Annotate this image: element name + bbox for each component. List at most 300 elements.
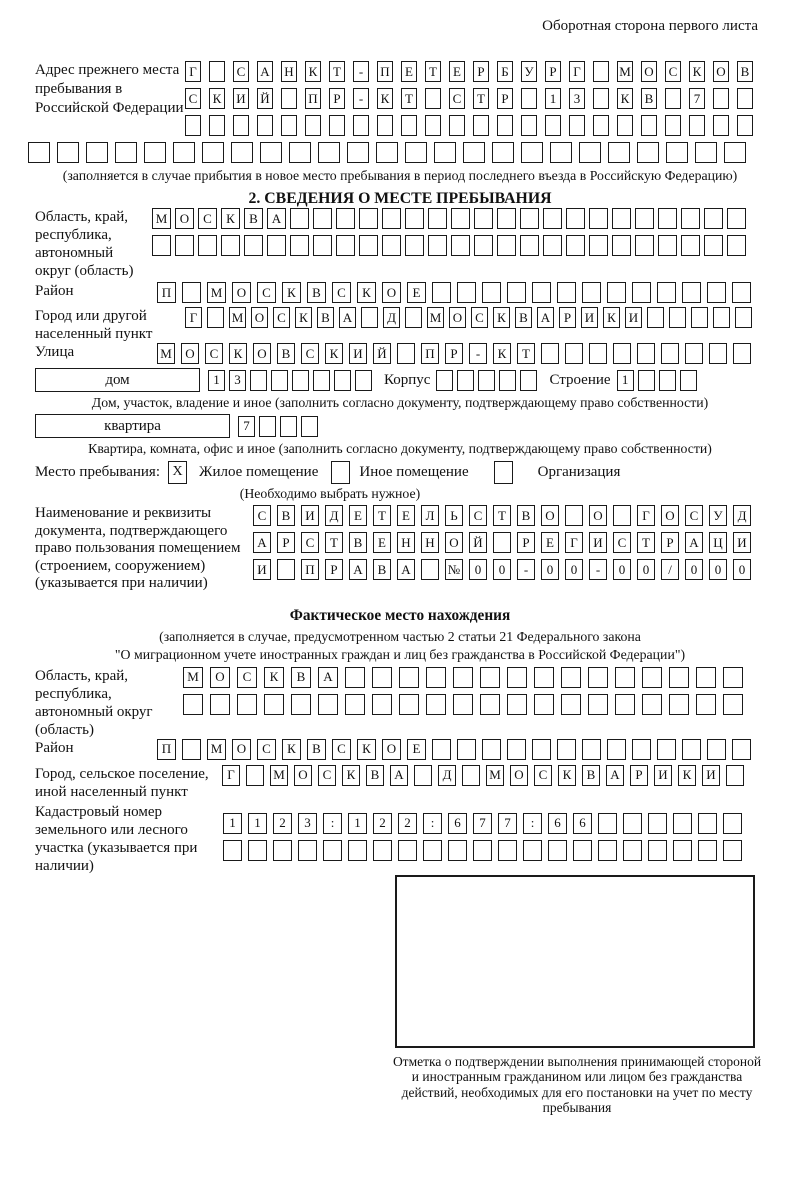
char-cell[interactable]: Д [438, 765, 456, 786]
char-cell[interactable]: 7 [689, 88, 705, 109]
empty-cell[interactable] [313, 208, 332, 229]
empty-cell[interactable] [451, 208, 470, 229]
char-cell[interactable]: И [581, 307, 598, 328]
empty-cell[interactable] [405, 307, 422, 328]
char-cell[interactable]: С [205, 343, 223, 364]
empty-cell[interactable] [534, 694, 554, 715]
empty-cell[interactable] [359, 235, 378, 256]
empty-cell[interactable] [305, 115, 321, 136]
char-cell[interactable]: Е [373, 532, 391, 553]
empty-cell[interactable] [436, 370, 453, 391]
char-cell[interactable]: С [301, 343, 319, 364]
empty-cell[interactable] [613, 505, 631, 526]
char-cell[interactable]: Н [421, 532, 439, 553]
char-cell[interactable]: Т [517, 343, 535, 364]
char-cell[interactable]: О [641, 61, 657, 82]
char-cell[interactable]: М [229, 307, 246, 328]
char-cell[interactable]: О [713, 61, 729, 82]
empty-cell[interactable] [541, 343, 559, 364]
empty-cell[interactable] [647, 307, 664, 328]
char-cell[interactable]: С [665, 61, 681, 82]
empty-cell[interactable] [281, 88, 297, 109]
empty-cell[interactable] [566, 208, 585, 229]
empty-cell[interactable] [426, 694, 446, 715]
empty-cell[interactable] [250, 370, 267, 391]
empty-cell[interactable] [658, 235, 677, 256]
char-cell[interactable]: Н [397, 532, 415, 553]
empty-cell[interactable] [405, 142, 427, 163]
char-cell[interactable]: О [232, 739, 251, 760]
empty-cell[interactable] [507, 694, 527, 715]
empty-cell[interactable] [473, 840, 492, 861]
empty-cell[interactable] [318, 694, 338, 715]
char-cell[interactable]: К [229, 343, 247, 364]
empty-cell[interactable] [641, 115, 657, 136]
empty-cell[interactable] [210, 694, 230, 715]
char-cell[interactable]: В [517, 505, 535, 526]
char-cell[interactable]: О [210, 667, 230, 688]
char-cell[interactable]: С [237, 667, 257, 688]
empty-cell[interactable] [425, 115, 441, 136]
empty-cell[interactable] [175, 235, 194, 256]
char-cell[interactable]: М [427, 307, 444, 328]
empty-cell[interactable] [298, 840, 317, 861]
char-cell[interactable]: О [294, 765, 312, 786]
char-cell[interactable]: М [152, 208, 171, 229]
char-cell[interactable]: : [523, 813, 542, 834]
char-cell[interactable]: Т [493, 505, 511, 526]
empty-cell[interactable] [183, 694, 203, 715]
char-cell[interactable]: 3 [569, 88, 585, 109]
char-cell[interactable]: 1 [223, 813, 242, 834]
empty-cell[interactable] [482, 282, 501, 303]
char-cell[interactable]: А [349, 559, 367, 580]
empty-cell[interactable] [449, 115, 465, 136]
empty-cell[interactable] [223, 840, 242, 861]
empty-cell[interactable] [336, 235, 355, 256]
empty-cell[interactable] [426, 667, 446, 688]
char-cell[interactable]: Р [497, 88, 513, 109]
char-cell[interactable]: Р [277, 532, 295, 553]
char-cell[interactable]: Р [329, 88, 345, 109]
empty-cell[interactable] [733, 343, 751, 364]
empty-cell[interactable] [359, 208, 378, 229]
empty-cell[interactable] [669, 307, 686, 328]
empty-cell[interactable] [290, 235, 309, 256]
empty-cell[interactable] [673, 840, 692, 861]
char-cell[interactable]: О [232, 282, 251, 303]
empty-cell[interactable] [635, 208, 654, 229]
empty-cell[interactable] [695, 142, 717, 163]
empty-cell[interactable] [457, 739, 476, 760]
empty-cell[interactable] [550, 142, 572, 163]
empty-cell[interactable] [648, 813, 667, 834]
empty-cell[interactable] [520, 208, 539, 229]
char-cell[interactable]: К [617, 88, 633, 109]
char-cell[interactable]: П [301, 559, 319, 580]
empty-cell[interactable] [353, 115, 369, 136]
empty-cell[interactable] [434, 142, 456, 163]
empty-cell[interactable] [569, 115, 585, 136]
empty-cell[interactable] [405, 208, 424, 229]
char-cell[interactable]: К [221, 208, 240, 229]
empty-cell[interactable] [248, 840, 267, 861]
char-cell[interactable]: Е [397, 505, 415, 526]
empty-cell[interactable] [543, 208, 562, 229]
empty-cell[interactable] [696, 667, 716, 688]
empty-cell[interactable] [498, 840, 517, 861]
empty-cell[interactable] [497, 235, 516, 256]
empty-cell[interactable] [463, 142, 485, 163]
empty-cell[interactable] [372, 694, 392, 715]
empty-cell[interactable] [291, 694, 311, 715]
empty-cell[interactable] [198, 235, 217, 256]
empty-cell[interactable] [289, 142, 311, 163]
char-cell[interactable]: Е [449, 61, 465, 82]
char-cell[interactable]: С [257, 739, 276, 760]
empty-cell[interactable] [428, 235, 447, 256]
char-cell[interactable]: 7 [473, 813, 492, 834]
empty-cell[interactable] [457, 370, 474, 391]
char-cell[interactable]: И [733, 532, 751, 553]
empty-cell[interactable] [348, 840, 367, 861]
empty-cell[interactable] [329, 115, 345, 136]
char-cell[interactable]: 0 [493, 559, 511, 580]
empty-cell[interactable] [657, 282, 676, 303]
empty-cell[interactable] [482, 739, 501, 760]
char-cell[interactable]: 0 [637, 559, 655, 580]
char-cell[interactable]: С [332, 282, 351, 303]
char-cell[interactable]: К [689, 61, 705, 82]
empty-cell[interactable] [665, 88, 681, 109]
empty-cell[interactable] [202, 142, 224, 163]
empty-cell[interactable] [691, 307, 708, 328]
char-cell[interactable]: В [307, 282, 326, 303]
empty-cell[interactable] [313, 370, 330, 391]
empty-cell[interactable] [493, 532, 511, 553]
empty-cell[interactable] [478, 370, 495, 391]
char-cell[interactable]: А [606, 765, 624, 786]
empty-cell[interactable] [582, 739, 601, 760]
checkbox-other-premises[interactable] [331, 461, 350, 484]
char-cell[interactable]: И [702, 765, 720, 786]
char-cell[interactable]: 0 [709, 559, 727, 580]
empty-cell[interactable] [704, 235, 723, 256]
empty-cell[interactable] [318, 142, 340, 163]
char-cell[interactable]: К [282, 282, 301, 303]
char-cell[interactable]: 0 [541, 559, 559, 580]
empty-cell[interactable] [642, 694, 662, 715]
char-cell[interactable]: А [685, 532, 703, 553]
char-cell[interactable]: 1 [545, 88, 561, 109]
empty-cell[interactable] [313, 235, 332, 256]
char-cell[interactable]: М [270, 765, 288, 786]
empty-cell[interactable] [589, 208, 608, 229]
empty-cell[interactable] [689, 115, 705, 136]
char-cell[interactable]: Г [569, 61, 585, 82]
char-cell[interactable]: П [157, 739, 176, 760]
char-cell[interactable]: : [423, 813, 442, 834]
empty-cell[interactable] [673, 813, 692, 834]
char-cell[interactable]: : [323, 813, 342, 834]
empty-cell[interactable] [492, 142, 514, 163]
empty-cell[interactable] [182, 739, 201, 760]
char-cell[interactable]: 6 [573, 813, 592, 834]
empty-cell[interactable] [347, 142, 369, 163]
empty-cell[interactable] [273, 840, 292, 861]
empty-cell[interactable] [682, 282, 701, 303]
empty-cell[interactable] [221, 235, 240, 256]
char-cell[interactable]: М [183, 667, 203, 688]
char-cell[interactable]: С [253, 505, 271, 526]
empty-cell[interactable] [727, 208, 746, 229]
char-cell[interactable]: В [641, 88, 657, 109]
char-cell[interactable]: С [469, 505, 487, 526]
char-cell[interactable]: К [357, 282, 376, 303]
empty-cell[interactable] [209, 115, 225, 136]
char-cell[interactable]: Й [257, 88, 273, 109]
char-cell[interactable]: 3 [298, 813, 317, 834]
char-cell[interactable]: 1 [348, 813, 367, 834]
char-cell[interactable]: 1 [248, 813, 267, 834]
empty-cell[interactable] [723, 813, 742, 834]
char-cell[interactable]: 1 [617, 370, 634, 391]
empty-cell[interactable] [382, 208, 401, 229]
empty-cell[interactable] [696, 694, 716, 715]
empty-cell[interactable] [623, 813, 642, 834]
empty-cell[interactable] [257, 115, 273, 136]
empty-cell[interactable] [723, 667, 743, 688]
empty-cell[interactable] [607, 282, 626, 303]
char-cell[interactable]: К [377, 88, 393, 109]
empty-cell[interactable] [612, 208, 631, 229]
empty-cell[interactable] [336, 208, 355, 229]
empty-cell[interactable] [237, 694, 257, 715]
empty-cell[interactable] [579, 142, 601, 163]
empty-cell[interactable] [632, 282, 651, 303]
char-cell[interactable]: Р [517, 532, 535, 553]
char-cell[interactable]: Г [185, 61, 201, 82]
empty-cell[interactable] [565, 505, 583, 526]
empty-cell[interactable] [557, 282, 576, 303]
empty-cell[interactable] [86, 142, 108, 163]
empty-cell[interactable] [613, 343, 631, 364]
char-cell[interactable]: В [373, 559, 391, 580]
empty-cell[interactable] [499, 370, 516, 391]
char-cell[interactable]: Ц [709, 532, 727, 553]
empty-cell[interactable] [462, 765, 480, 786]
char-cell[interactable]: К [325, 343, 343, 364]
empty-cell[interactable] [432, 282, 451, 303]
empty-cell[interactable] [561, 667, 581, 688]
empty-cell[interactable] [737, 115, 753, 136]
empty-cell[interactable] [457, 282, 476, 303]
char-cell[interactable]: Н [281, 61, 297, 82]
char-cell[interactable]: В [307, 739, 326, 760]
empty-cell[interactable] [727, 235, 746, 256]
char-cell[interactable]: А [257, 61, 273, 82]
empty-cell[interactable] [523, 840, 542, 861]
empty-cell[interactable] [685, 343, 703, 364]
empty-cell[interactable] [726, 765, 744, 786]
char-cell[interactable]: Е [349, 505, 367, 526]
empty-cell[interactable] [281, 115, 297, 136]
empty-cell[interactable] [615, 667, 635, 688]
char-cell[interactable]: С [185, 88, 201, 109]
char-cell[interactable]: Е [541, 532, 559, 553]
char-cell[interactable]: В [244, 208, 263, 229]
empty-cell[interactable] [246, 765, 264, 786]
empty-cell[interactable] [345, 667, 365, 688]
empty-cell[interactable] [244, 235, 263, 256]
empty-cell[interactable] [520, 235, 539, 256]
char-cell[interactable]: И [233, 88, 249, 109]
char-cell[interactable]: С [534, 765, 552, 786]
char-cell[interactable]: А [390, 765, 408, 786]
empty-cell[interactable] [185, 115, 201, 136]
char-cell[interactable]: О [541, 505, 559, 526]
char-cell[interactable]: В [737, 61, 753, 82]
char-cell[interactable]: Й [469, 532, 487, 553]
char-cell[interactable]: А [253, 532, 271, 553]
empty-cell[interactable] [480, 667, 500, 688]
empty-cell[interactable] [260, 142, 282, 163]
char-cell[interactable]: Р [473, 61, 489, 82]
char-cell[interactable]: Д [733, 505, 751, 526]
empty-cell[interactable] [658, 208, 677, 229]
empty-cell[interactable] [561, 694, 581, 715]
char-cell[interactable]: 0 [613, 559, 631, 580]
empty-cell[interactable] [474, 208, 493, 229]
char-cell[interactable]: П [157, 282, 176, 303]
char-cell[interactable]: 0 [685, 559, 703, 580]
char-cell[interactable]: Г [565, 532, 583, 553]
char-cell[interactable]: 6 [448, 813, 467, 834]
empty-cell[interactable] [669, 667, 689, 688]
empty-cell[interactable] [637, 142, 659, 163]
empty-cell[interactable] [497, 115, 513, 136]
empty-cell[interactable] [355, 370, 372, 391]
empty-cell[interactable] [520, 370, 537, 391]
empty-cell[interactable] [669, 694, 689, 715]
char-cell[interactable]: Д [383, 307, 400, 328]
char-cell[interactable]: Е [407, 282, 426, 303]
char-cell[interactable]: О [510, 765, 528, 786]
char-cell[interactable]: Б [497, 61, 513, 82]
char-cell[interactable]: - [469, 343, 487, 364]
char-cell[interactable]: М [617, 61, 633, 82]
empty-cell[interactable] [698, 840, 717, 861]
char-cell[interactable]: И [253, 559, 271, 580]
empty-cell[interactable] [277, 559, 295, 580]
char-cell[interactable]: К [209, 88, 225, 109]
char-cell[interactable]: 0 [733, 559, 751, 580]
empty-cell[interactable] [713, 88, 729, 109]
char-cell[interactable]: С [332, 739, 351, 760]
char-cell[interactable]: А [537, 307, 554, 328]
empty-cell[interactable] [376, 142, 398, 163]
char-cell[interactable]: К [305, 61, 321, 82]
empty-cell[interactable] [414, 765, 432, 786]
empty-cell[interactable] [259, 416, 276, 437]
empty-cell[interactable] [290, 208, 309, 229]
empty-cell[interactable] [657, 739, 676, 760]
char-cell[interactable]: Р [630, 765, 648, 786]
empty-cell[interactable] [474, 235, 493, 256]
empty-cell[interactable] [545, 115, 561, 136]
empty-cell[interactable] [661, 343, 679, 364]
empty-cell[interactable] [453, 667, 473, 688]
empty-cell[interactable] [665, 115, 681, 136]
empty-cell[interactable] [264, 694, 284, 715]
empty-cell[interactable] [682, 739, 701, 760]
char-cell[interactable]: Й [373, 343, 391, 364]
char-cell[interactable]: П [421, 343, 439, 364]
empty-cell[interactable] [543, 235, 562, 256]
char-cell[interactable]: В [277, 505, 295, 526]
char-cell[interactable]: О [589, 505, 607, 526]
char-cell[interactable]: В [515, 307, 532, 328]
empty-cell[interactable] [267, 235, 286, 256]
char-cell[interactable]: В [366, 765, 384, 786]
empty-cell[interactable] [423, 840, 442, 861]
empty-cell[interactable] [732, 282, 751, 303]
empty-cell[interactable] [382, 235, 401, 256]
char-cell[interactable]: - [517, 559, 535, 580]
empty-cell[interactable] [425, 88, 441, 109]
empty-cell[interactable] [593, 61, 609, 82]
empty-cell[interactable] [421, 559, 439, 580]
empty-cell[interactable] [473, 115, 489, 136]
char-cell[interactable]: М [157, 343, 175, 364]
char-cell[interactable]: Е [401, 61, 417, 82]
empty-cell[interactable] [372, 667, 392, 688]
char-cell[interactable]: Т [425, 61, 441, 82]
char-cell[interactable]: О [253, 343, 271, 364]
empty-cell[interactable] [453, 694, 473, 715]
empty-cell[interactable] [637, 343, 655, 364]
char-cell[interactable]: К [342, 765, 360, 786]
char-cell[interactable]: 7 [498, 813, 517, 834]
empty-cell[interactable] [398, 840, 417, 861]
char-cell[interactable]: А [318, 667, 338, 688]
empty-cell[interactable] [565, 343, 583, 364]
empty-cell[interactable] [573, 840, 592, 861]
char-cell[interactable]: У [709, 505, 727, 526]
empty-cell[interactable] [361, 307, 378, 328]
empty-cell[interactable] [593, 88, 609, 109]
empty-cell[interactable] [57, 142, 79, 163]
char-cell[interactable]: О [181, 343, 199, 364]
char-cell[interactable]: А [267, 208, 286, 229]
char-cell[interactable]: К [264, 667, 284, 688]
empty-cell[interactable] [28, 142, 50, 163]
char-cell[interactable]: И [625, 307, 642, 328]
empty-cell[interactable] [397, 343, 415, 364]
char-cell[interactable]: С [318, 765, 336, 786]
empty-cell[interactable] [399, 667, 419, 688]
empty-cell[interactable] [588, 694, 608, 715]
empty-cell[interactable] [448, 840, 467, 861]
empty-cell[interactable] [451, 235, 470, 256]
char-cell[interactable]: В [277, 343, 295, 364]
char-cell[interactable]: П [305, 88, 321, 109]
char-cell[interactable]: Р [445, 343, 463, 364]
empty-cell[interactable] [598, 840, 617, 861]
char-cell[interactable]: А [339, 307, 356, 328]
char-cell[interactable]: Г [222, 765, 240, 786]
empty-cell[interactable] [723, 840, 742, 861]
